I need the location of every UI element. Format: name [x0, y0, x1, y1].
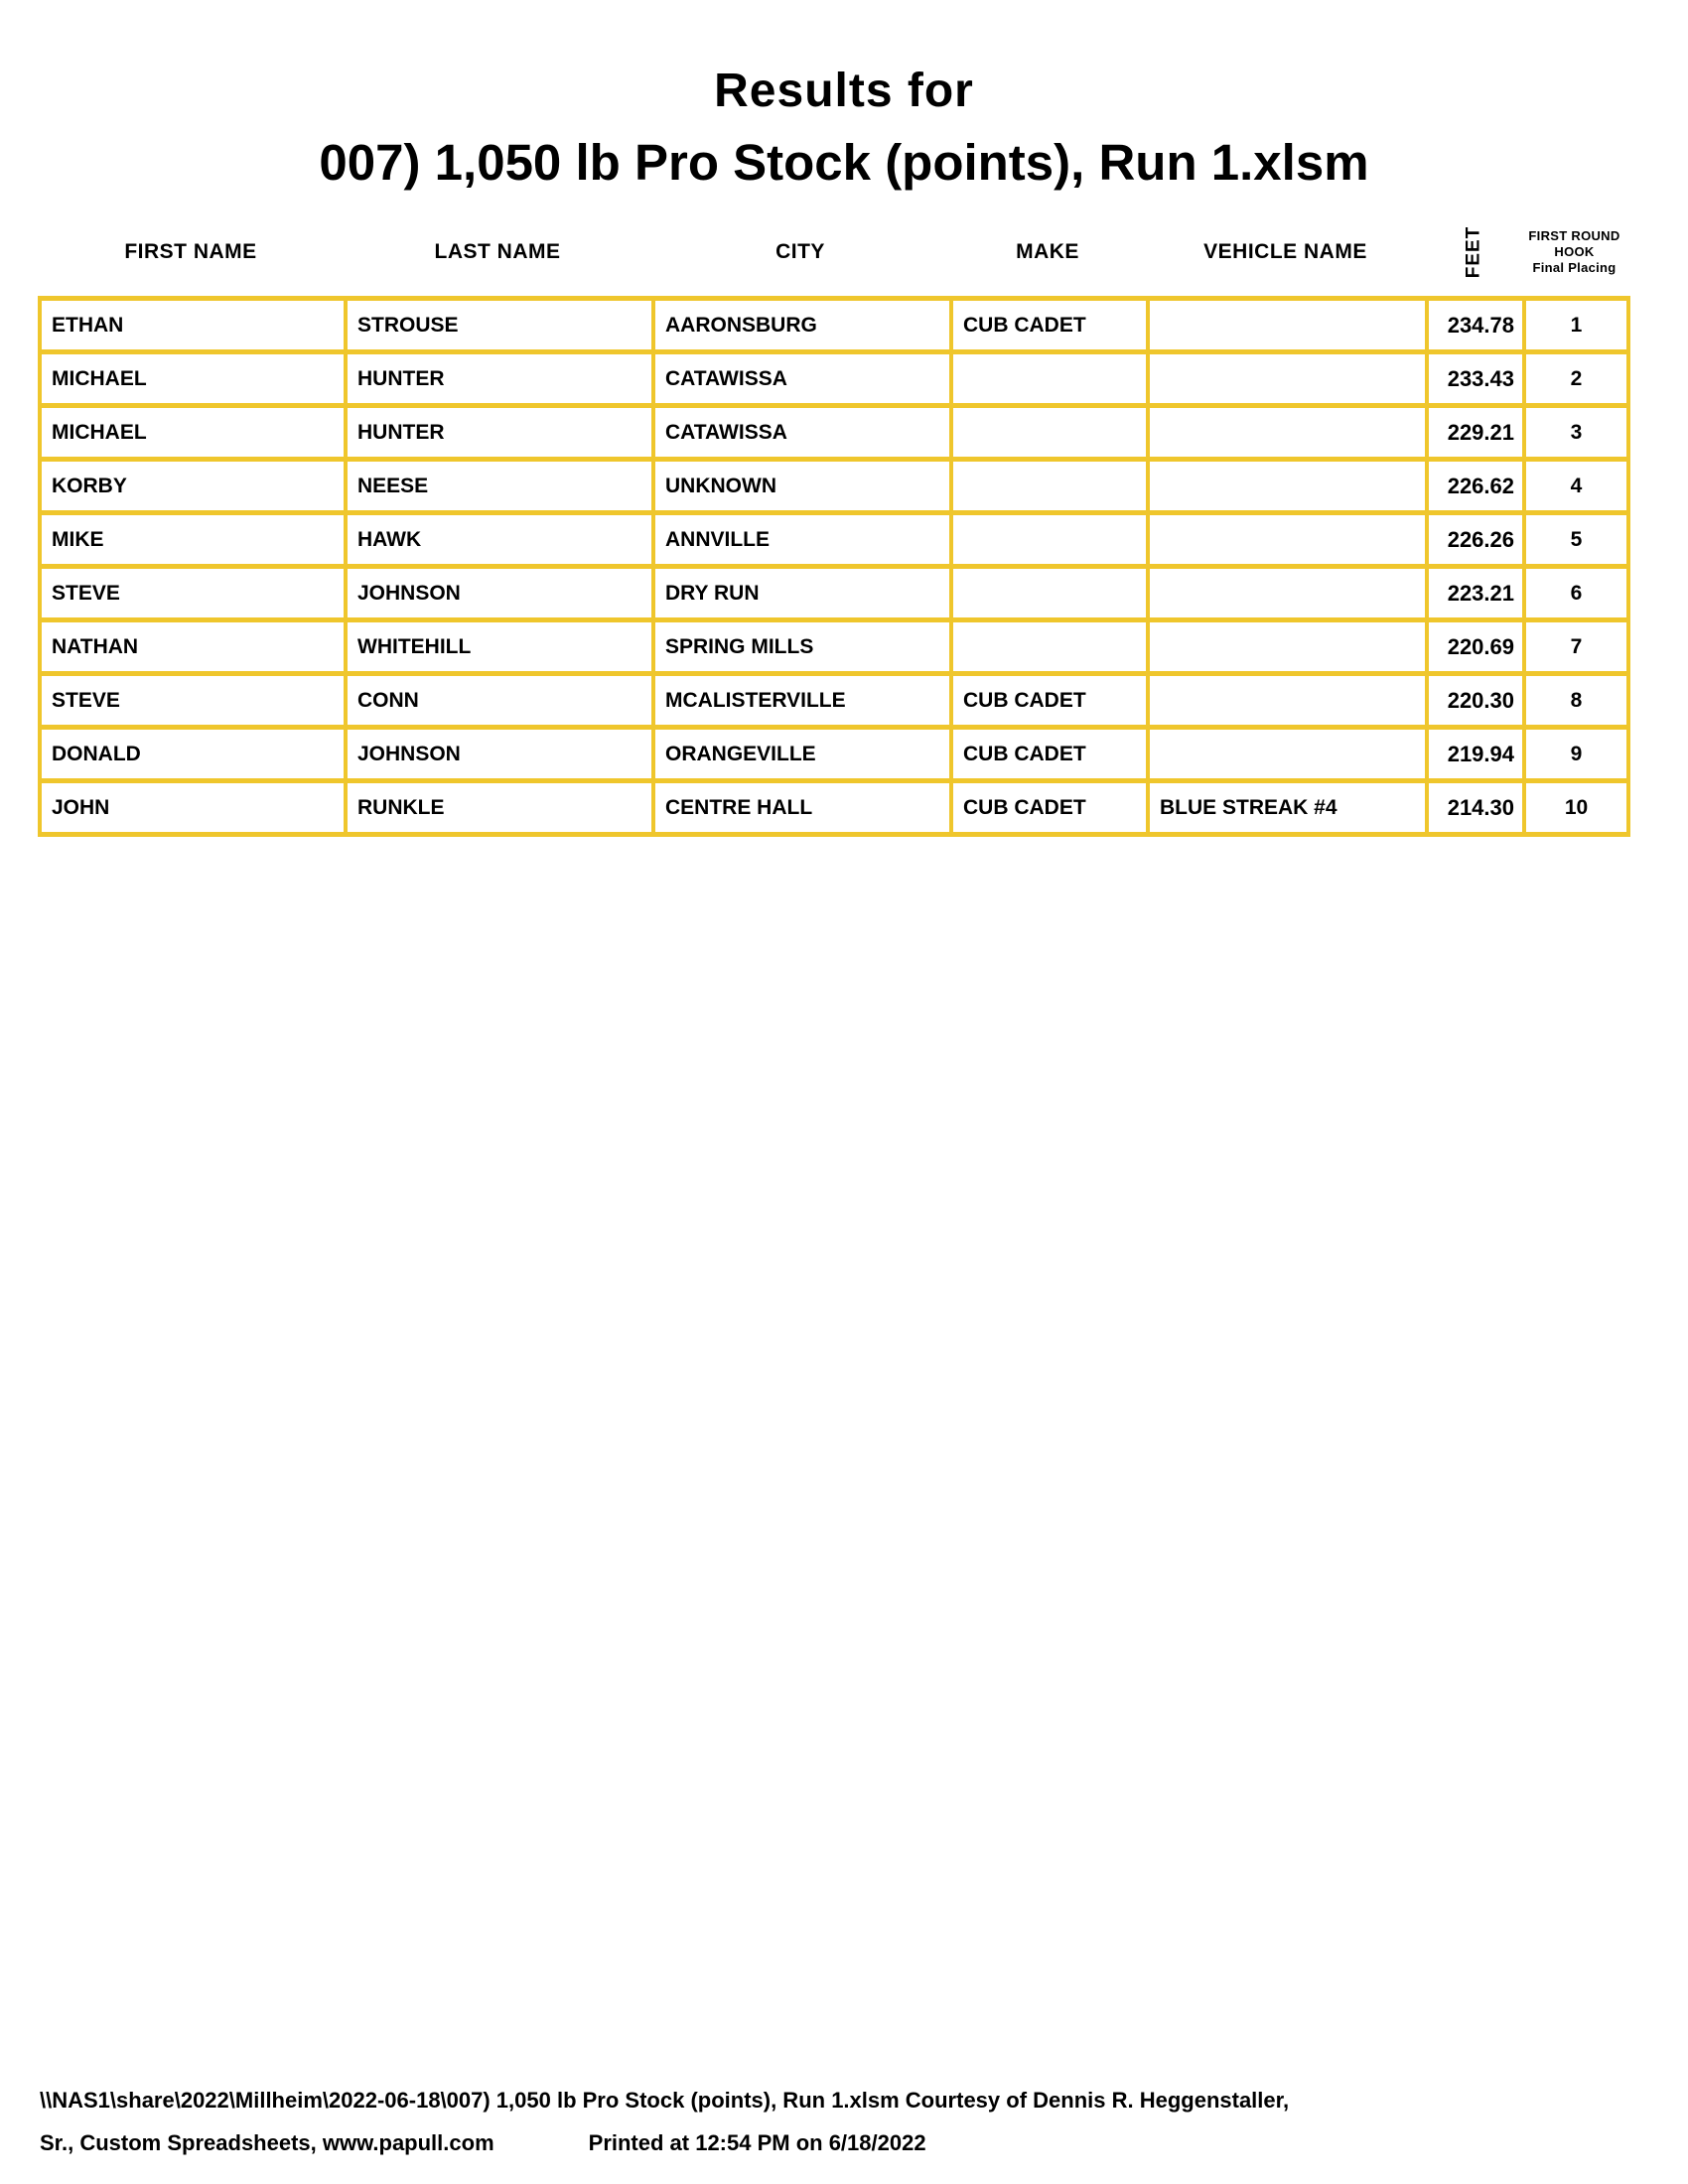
placing-header-line-3: Final Placing: [1532, 260, 1617, 275]
cell-make: CUB CADET: [951, 781, 1148, 835]
table-row: [40, 352, 1628, 406]
cell-vehicle-name: [1148, 513, 1427, 567]
cell-make: [951, 406, 1148, 460]
cell-feet: 229.21: [1427, 406, 1524, 460]
cell-city: ORANGEVILLE: [653, 728, 951, 781]
cell-city: SPRING MILLS: [653, 620, 951, 674]
cell-city: AARONSBURG: [653, 299, 951, 352]
cell-first-name: STEVE: [40, 567, 346, 620]
cell-make: CUB CADET: [951, 674, 1148, 728]
cell-vehicle-name: [1148, 620, 1427, 674]
feet-header-rotated-label: FEET: [1463, 225, 1483, 279]
table-row: [40, 567, 1628, 620]
cell-city: CATAWISSA: [653, 352, 951, 406]
cell-placing: 4: [1524, 460, 1628, 513]
cell-feet: 233.43: [1427, 352, 1524, 406]
cell-last-name: NEESE: [346, 460, 653, 513]
cell-feet: 226.26: [1427, 513, 1524, 567]
cell-first-name: KORBY: [40, 460, 346, 513]
cell-vehicle-name: [1148, 406, 1427, 460]
cell-first-name: MICHAEL: [40, 406, 346, 460]
column-header-vehicle-name: VEHICLE NAME: [1203, 240, 1367, 263]
table-row: [40, 781, 1628, 835]
cell-last-name: JOHNSON: [346, 567, 653, 620]
placing-header-line-1: FIRST ROUND: [1528, 228, 1620, 243]
cell-vehicle-name: [1148, 567, 1427, 620]
cell-vehicle-name: [1148, 352, 1427, 406]
cell-vehicle-name: [1148, 674, 1427, 728]
cell-vehicle-name: [1148, 728, 1427, 781]
cell-city: DRY RUN: [653, 567, 951, 620]
cell-first-name: MIKE: [40, 513, 346, 567]
cell-first-name: MICHAEL: [40, 352, 346, 406]
column-header-city: CITY: [775, 240, 825, 263]
column-header-last-name: LAST NAME: [434, 240, 561, 263]
table-row: [40, 460, 1628, 513]
cell-feet: 219.94: [1427, 728, 1524, 781]
cell-last-name: RUNKLE: [346, 781, 653, 835]
table-header-row: [38, 210, 1626, 294]
results-table: [38, 296, 1630, 837]
table-row: [40, 299, 1628, 352]
table-row: [40, 674, 1628, 728]
cell-make: CUB CADET: [951, 299, 1148, 352]
cell-last-name: STROUSE: [346, 299, 653, 352]
cell-last-name: CONN: [346, 674, 653, 728]
cell-vehicle-name: [1148, 299, 1427, 352]
cell-city: ANNVILLE: [653, 513, 951, 567]
cell-feet: 226.62: [1427, 460, 1524, 513]
footer-credit-text: Sr., Custom Spreadsheets, www.papull.com: [40, 2130, 494, 2155]
placing-header-line-2: HOOK: [1554, 244, 1595, 259]
cell-first-name: DONALD: [40, 728, 346, 781]
cell-feet: 214.30: [1427, 781, 1524, 835]
cell-city: CENTRE HALL: [653, 781, 951, 835]
cell-vehicle-name: [1148, 460, 1427, 513]
cell-last-name: WHITEHILL: [346, 620, 653, 674]
column-header-first-name: FIRST NAME: [124, 240, 257, 263]
cell-last-name: HUNTER: [346, 406, 653, 460]
table-row: [40, 620, 1628, 674]
cell-placing: 3: [1524, 406, 1628, 460]
page-title: Results for: [714, 65, 974, 117]
cell-make: [951, 567, 1148, 620]
table-row: [40, 728, 1628, 781]
footer-file-path-line: \\NAS1\share\2022\Millheim\2022-06-18\007) 1,050 lb Pro Stock (points), Run 1.xlsm Courtesy of Dennis R. Heggenstaller,: [40, 2088, 1290, 2113]
cell-placing: 5: [1524, 513, 1628, 567]
cell-first-name: STEVE: [40, 674, 346, 728]
cell-placing: 9: [1524, 728, 1628, 781]
column-header-make: MAKE: [1016, 240, 1079, 263]
cell-make: [951, 460, 1148, 513]
cell-placing: 1: [1524, 299, 1628, 352]
cell-placing: 7: [1524, 620, 1628, 674]
footer-printed-timestamp: Printed at 12:54 PM on 6/18/2022: [588, 2130, 926, 2155]
column-header-feet: [1425, 210, 1522, 294]
cell-feet: 223.21: [1427, 567, 1524, 620]
page-subtitle: 007) 1,050 lb Pro Stock (points), Run 1.xlsm: [319, 134, 1369, 191]
cell-last-name: HAWK: [346, 513, 653, 567]
cell-feet: 220.69: [1427, 620, 1524, 674]
cell-placing: 2: [1524, 352, 1628, 406]
table-row: [40, 406, 1628, 460]
cell-make: [951, 620, 1148, 674]
table-row: [40, 513, 1628, 567]
column-header-placing: [1522, 210, 1626, 294]
cell-vehicle-name: BLUE STREAK #4: [1148, 781, 1427, 835]
cell-make: [951, 513, 1148, 567]
cell-make: CUB CADET: [951, 728, 1148, 781]
page-footer: [40, 2079, 1678, 2164]
cell-placing: 8: [1524, 674, 1628, 728]
cell-make: [951, 352, 1148, 406]
cell-feet: 234.78: [1427, 299, 1524, 352]
cell-first-name: JOHN: [40, 781, 346, 835]
cell-last-name: JOHNSON: [346, 728, 653, 781]
cell-first-name: ETHAN: [40, 299, 346, 352]
cell-city: UNKNOWN: [653, 460, 951, 513]
cell-first-name: NATHAN: [40, 620, 346, 674]
cell-last-name: HUNTER: [346, 352, 653, 406]
cell-city: MCALISTERVILLE: [653, 674, 951, 728]
cell-placing: 6: [1524, 567, 1628, 620]
cell-feet: 220.30: [1427, 674, 1524, 728]
cell-city: CATAWISSA: [653, 406, 951, 460]
cell-placing: 10: [1524, 781, 1628, 835]
footer-second-line: [40, 2121, 1678, 2164]
